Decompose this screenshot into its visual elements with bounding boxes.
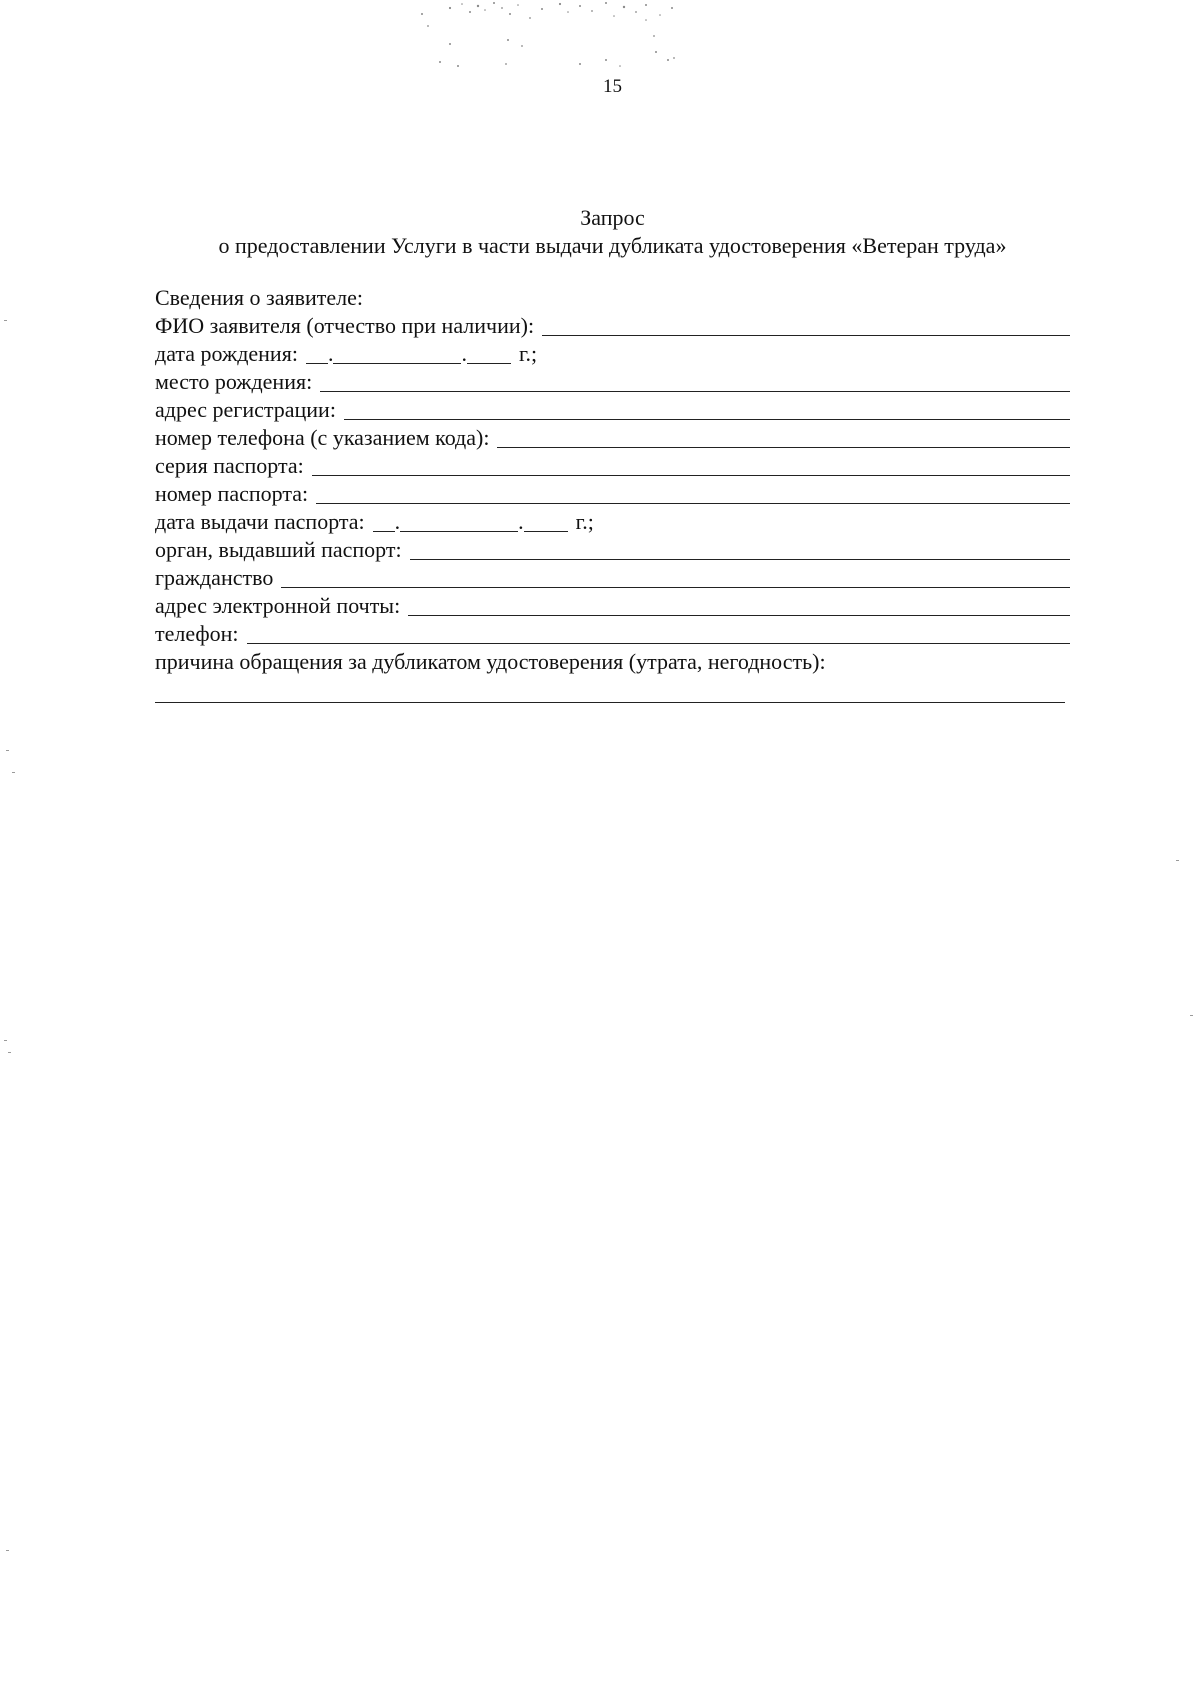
reason-label: причина обращения за дубликатом удостоверения (утрата, негодность): bbox=[155, 649, 826, 674]
birth-month-line[interactable] bbox=[333, 345, 461, 364]
fio-label: ФИО заявителя (отчество при наличии): bbox=[155, 313, 535, 338]
phone-with-code-label: номер телефона (с указанием кода): bbox=[155, 425, 490, 450]
passport-number-field bbox=[155, 480, 1070, 508]
fio-line[interactable] bbox=[542, 317, 1070, 336]
citizenship-label: гражданство bbox=[155, 565, 274, 590]
birth-year-line[interactable] bbox=[467, 345, 511, 364]
birth-date-label: дата рождения: bbox=[155, 341, 298, 366]
passport-issuer-line[interactable] bbox=[410, 541, 1070, 560]
registration-address-line[interactable] bbox=[344, 401, 1070, 420]
scan-mark bbox=[4, 320, 7, 321]
birth-date-field bbox=[155, 340, 1070, 368]
document-title: Запрос bbox=[580, 205, 645, 230]
email-label: адрес электронной почты: bbox=[155, 593, 401, 618]
citizenship-field bbox=[155, 564, 1070, 592]
phone-field bbox=[155, 620, 1070, 648]
birth-place-label: место рождения: bbox=[155, 369, 313, 394]
scan-mark bbox=[1176, 860, 1179, 861]
scan-noise bbox=[410, 0, 750, 70]
passport-series-line[interactable] bbox=[312, 457, 1070, 476]
year-suffix: г.; bbox=[575, 509, 594, 534]
passport-series-field bbox=[155, 452, 1070, 480]
scan-mark bbox=[1190, 1015, 1193, 1016]
email-line[interactable] bbox=[408, 597, 1070, 616]
scan-mark bbox=[4, 1040, 7, 1041]
fio-field bbox=[155, 312, 1070, 340]
scan-mark bbox=[8, 1052, 11, 1053]
reason-line[interactable] bbox=[155, 676, 1065, 703]
passport-issuer-label: орган, выдавший паспорт: bbox=[155, 537, 402, 562]
passport-number-line[interactable] bbox=[316, 485, 1070, 504]
section-heading: Сведения о заявителе: bbox=[155, 285, 364, 310]
birth-date-blanks bbox=[306, 340, 537, 368]
passport-issue-date-field bbox=[155, 508, 1070, 536]
phone-with-code-line[interactable] bbox=[497, 429, 1070, 448]
birth-place-line[interactable] bbox=[320, 373, 1070, 392]
page-number: 15 bbox=[603, 76, 622, 97]
scan-mark bbox=[6, 1550, 9, 1551]
passport-number-label: номер паспорта: bbox=[155, 481, 309, 506]
passport-issue-date-label: дата выдачи паспорта: bbox=[155, 509, 365, 534]
date-separator: . bbox=[394, 509, 401, 534]
date-separator: . bbox=[327, 341, 334, 366]
birth-place-field bbox=[155, 368, 1070, 396]
registration-address-label: адрес регистрации: bbox=[155, 397, 336, 422]
phone-line[interactable] bbox=[247, 625, 1070, 644]
scan-mark bbox=[6, 750, 9, 751]
phone-with-code-field bbox=[155, 424, 1070, 452]
scan-mark bbox=[12, 772, 15, 773]
birth-day-line[interactable] bbox=[306, 345, 328, 364]
applicant-form bbox=[155, 284, 1070, 703]
passport-series-label: серия паспорта: bbox=[155, 453, 304, 478]
passport-issuer-field bbox=[155, 536, 1070, 564]
citizenship-line[interactable] bbox=[281, 569, 1070, 588]
passport-issue-date-blanks bbox=[373, 508, 594, 536]
issue-year-line[interactable] bbox=[524, 513, 568, 532]
document-subtitle: о предоставлении Услуги в части выдачи дубликата удостоверения «Ветеран труда» bbox=[218, 233, 1007, 258]
email-field bbox=[155, 592, 1070, 620]
issue-month-line[interactable] bbox=[400, 513, 518, 532]
date-separator: . bbox=[518, 509, 524, 534]
registration-address-field bbox=[155, 396, 1070, 424]
date-separator: . bbox=[461, 341, 467, 366]
year-suffix: г.; bbox=[518, 341, 538, 366]
issue-day-line[interactable] bbox=[373, 513, 395, 532]
phone-label: телефон: bbox=[155, 621, 239, 646]
